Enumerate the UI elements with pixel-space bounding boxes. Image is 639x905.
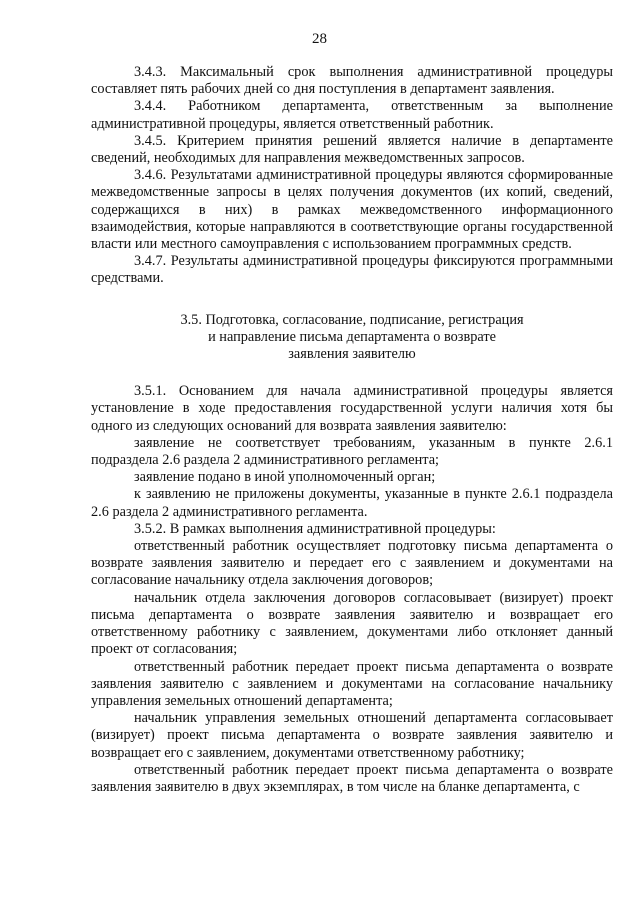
section-heading-3-5	[91, 312, 613, 364]
document-body	[91, 64, 613, 796]
paragraph-3-4-4: 3.4.4. Работником департамента, ответственным за выполнение административной процедуры, является ответственный работник.	[91, 98, 613, 132]
step-contracts-head-approval: начальник отдела заключения договоров согласовывает (визирует) проект письма департамента о возврате заявления заявителю и возвращает его ответственному работнику с заявлением, документами либо отклоняет данный проект от согласования;	[91, 589, 613, 658]
section-heading-line: заявления заявителю	[288, 346, 416, 363]
paragraph-3-5-2: 3.5.2. В рамках выполнения административной процедуры:	[134, 520, 496, 537]
list-item-requirements: заявление не соответствует требованиям, указанным в пункте 2.6.1 подраздела 2.6 раздела 2 административного регламента;	[91, 434, 613, 469]
paragraph-3-4-5: 3.4.5. Критерием принятия решений является наличие в департаменте сведений, необходимых для направления межведомственных запросов.	[91, 132, 613, 167]
paragraph-3-4-6: 3.4.6. Результатами административной процедуры являются сформированные межведомственные запросы в целях получения документов (их копий, сведений, содержащихся в них) в рамках межведомственного информационного взаимодействия, которые направляются в соответствующие органы государственной власти или местного самоуправления с использованием программных средств.	[91, 167, 613, 253]
list-item-other-authority: заявление подано в иной уполномоченный орган;	[134, 469, 436, 486]
step-transfer-to-land-management: ответственный работник передает проект письма департамента о возврате заявления заявителю с заявлением и документами на согласование начальнику управления земельных отношений департамента;	[91, 658, 613, 709]
paragraph-3-4-3: 3.4.3. Максимальный срок выполнения административной процедуры составляет пять рабочих дней со дня поступления в департамент заявления.	[91, 64, 613, 98]
list-item-missing-documents: к заявлению не приложены документы, указанные в пункте 2.6.1 подраздела 2.6 раздела 2 административного регламента.	[91, 486, 613, 520]
step-prepare-letter: ответственный работник осуществляет подготовку письма департамента о возврате заявления заявителю и передает его с заявлением и документами на согласование начальнику отдела заключения договоров;	[91, 538, 613, 589]
section-heading-line: и направление письма департамента о возврате	[208, 328, 496, 345]
paragraph-3-5-1: 3.5.1. Основанием для начала административной процедуры является установление в ходе предоставления государственной услуги наличия хотя бы одного из следующих оснований для возврата заявления заявителю:	[91, 383, 613, 434]
step-transfer-two-copies: ответственный работник передает проект письма департамента о возврате заявления заявителю в двух экземплярах, в том числе на бланке департамента, с	[91, 761, 613, 795]
page-number: 28	[312, 31, 327, 47]
step-land-management-approval: начальник управления земельных отношений департамента согласовывает (визирует) проект письма департамента о возврате заявления заявителю и возвращает его с заявлением, документами ответственному работнику;	[91, 710, 613, 761]
section-heading-line: 3.5. Подготовка, согласование, подписание, регистрация	[180, 311, 524, 328]
paragraph-3-4-7: 3.4.7. Результаты административной процедуры фиксируются программными средствами.	[91, 253, 613, 287]
